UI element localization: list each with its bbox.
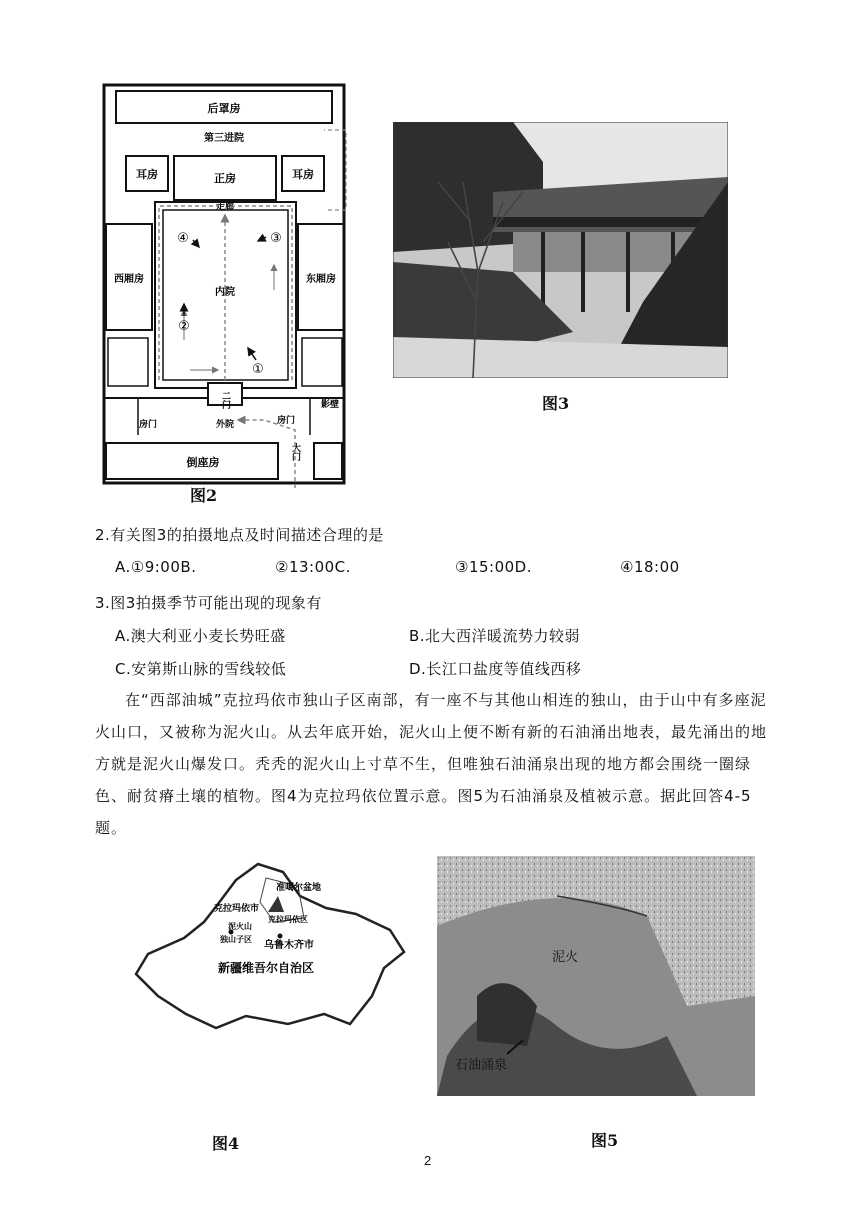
label-junggar: 准噶尔盆地: [276, 883, 322, 893]
marker-2: ②: [178, 319, 190, 334]
xinjiang-location-map: [128, 856, 413, 1041]
reading-passage: 在“西部油城”克拉玛依市独山子区南部，有一座不与其他山相连的独山，由于山中有多座泥火山口，又被称为泥火山。从去年底开始，泥火山上便不断有新的石油涌出地表，最先涌出的地方就是泥火山爆发口。秃秃的泥火山上寸草不生，但唯独石油涌泉出现的地方都会围绕一圈绿色、耐贫瘠土壤的植物。图4为克拉玛依位置示意。图5为石油涌泉及植被示意。据此回答4-5题。: [95, 691, 768, 837]
svg-text:走廊: 走廊: [215, 202, 235, 212]
svg-text:西厢房: 西厢房: [114, 274, 144, 285]
q3-option-a[interactable]: A.澳大利亚小麦长势旺盛: [115, 627, 286, 645]
label-karamay-city: 克拉玛依市: [214, 904, 260, 914]
marker-1: ①: [252, 362, 264, 377]
svg-text:倒座房: 倒座房: [186, 456, 220, 469]
svg-text:影壁: 影壁: [320, 400, 340, 410]
label-karamay-district: 克拉玛依区: [268, 915, 308, 924]
svg-text:东厢房: 东厢房: [306, 274, 336, 285]
q2-option-c[interactable]: ③15:00D.: [455, 558, 532, 576]
q3-option-c[interactable]: C.安第斯山脉的雪线较低: [115, 660, 287, 678]
q2-option-a[interactable]: A.①9:00B.: [115, 558, 197, 576]
courtyard-plan-figure: [98, 80, 354, 496]
marker-4: ④: [177, 231, 189, 246]
svg-text:耳房: 耳房: [292, 168, 314, 181]
question-2-stem: 2.有关图3的拍摄地点及时间描述合理的是: [95, 526, 384, 544]
fig3-caption: 图3: [542, 394, 570, 413]
q3-option-d[interactable]: D.长江口盐度等值线西移: [409, 660, 582, 678]
fig4-caption: 图4: [212, 1134, 240, 1153]
q2-option-b[interactable]: ②13:00C.: [275, 558, 351, 576]
page-number: 2: [424, 1153, 432, 1168]
label-mud-volcano: 泥火山: [228, 922, 252, 931]
svg-text:房门: 房门: [276, 416, 296, 426]
question-3-stem: 3.图3拍摄季节可能出现的现象有: [95, 594, 322, 612]
label-oil-spring: 石油涌泉: [455, 1058, 508, 1073]
label-disanjinyuan: 第三进院: [204, 133, 244, 144]
q3-option-b[interactable]: B.北大西洋暖流势力较弱: [409, 627, 581, 645]
svg-text:二门: 二门: [220, 391, 230, 409]
q2-option-d[interactable]: ④18:00: [620, 558, 680, 576]
fig2-caption: 图2: [190, 486, 218, 505]
fig5-caption: 图5: [591, 1131, 619, 1150]
svg-text:内院: 内院: [215, 287, 235, 298]
label-dushanzi: 独山子区: [220, 935, 252, 944]
svg-text:外院: 外院: [215, 420, 235, 430]
label-xinjiang: 新疆维吾尔自治区: [218, 961, 315, 975]
oil-spring-photo: [437, 856, 755, 1096]
svg-text:正房: 正房: [214, 172, 236, 185]
label-mud-hill: 泥火: [552, 950, 579, 965]
svg-text:大门: 大门: [290, 443, 300, 461]
courtyard-photo: [393, 122, 728, 378]
svg-text:房门: 房门: [138, 420, 158, 430]
svg-text:耳房: 耳房: [136, 168, 158, 181]
label-houzhaofang: 后罩房: [207, 102, 241, 115]
marker-3: ③: [270, 231, 282, 246]
label-urumqi: 乌鲁木齐市: [264, 940, 314, 951]
